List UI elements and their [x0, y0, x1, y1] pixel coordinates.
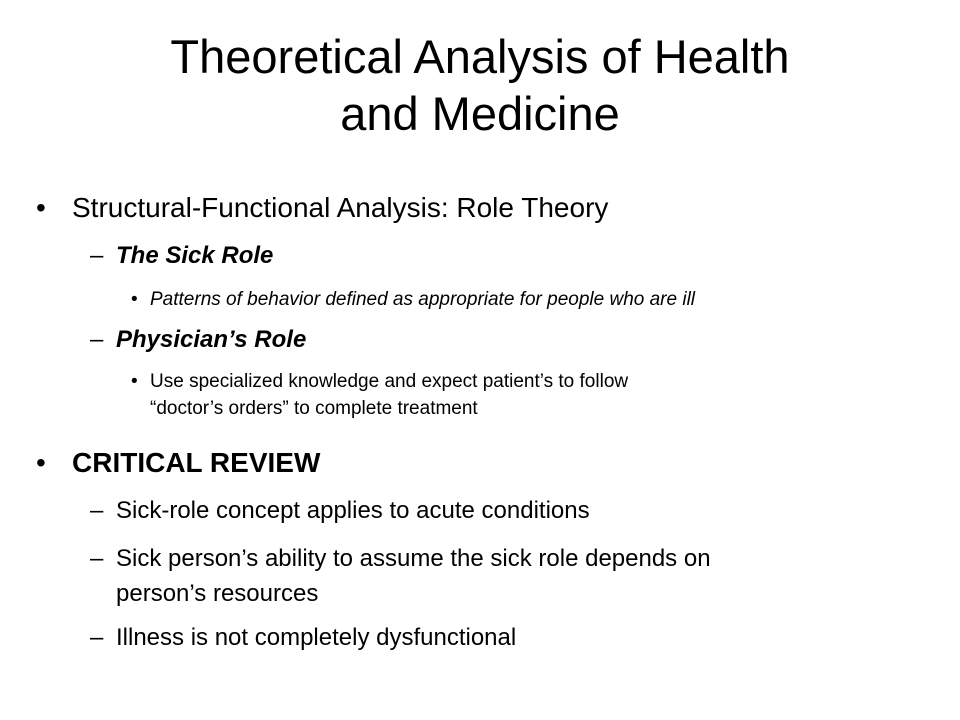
bullet-text-line-1: Sick person’s ability to assume the sick role depends on [116, 545, 711, 572]
bullet-dash: – [90, 497, 104, 524]
bullet-text-line-1: Use specialized knowledge and expect patient’s to follow [150, 371, 629, 392]
bullet-dot: • [131, 371, 138, 392]
title-line-2: and Medicine [340, 87, 620, 140]
title-line-1: Theoretical Analysis of Health [170, 30, 790, 83]
bullet-text: Physician’s Role [116, 326, 307, 353]
bullet-text-line-2: “doctor’s orders” to complete treatment [150, 398, 478, 419]
bullet-text: CRITICAL REVIEW [72, 447, 321, 478]
bullet-dash: – [90, 545, 104, 572]
bullet-text: Illness is not completely dysfunctional [116, 624, 517, 651]
bullet-dash: – [90, 242, 104, 269]
bullet-text: Sick-role concept applies to acute conditions [116, 497, 590, 524]
bullet-text: Structural-Functional Analysis: Role Theory [72, 192, 609, 223]
bullet-text-line-2: person’s resources [116, 580, 319, 607]
bullet-text: Patterns of behavior defined as appropriate for people who are ill [150, 289, 696, 310]
slide-title [40, 28, 920, 142]
bullet-text: The Sick Role [116, 242, 274, 269]
bullet-dash: – [90, 326, 104, 353]
bullet-dash: – [90, 624, 104, 651]
bullet-dot: • [36, 447, 46, 478]
bullet-dot: • [131, 289, 138, 310]
bullet-dot: • [36, 192, 46, 223]
